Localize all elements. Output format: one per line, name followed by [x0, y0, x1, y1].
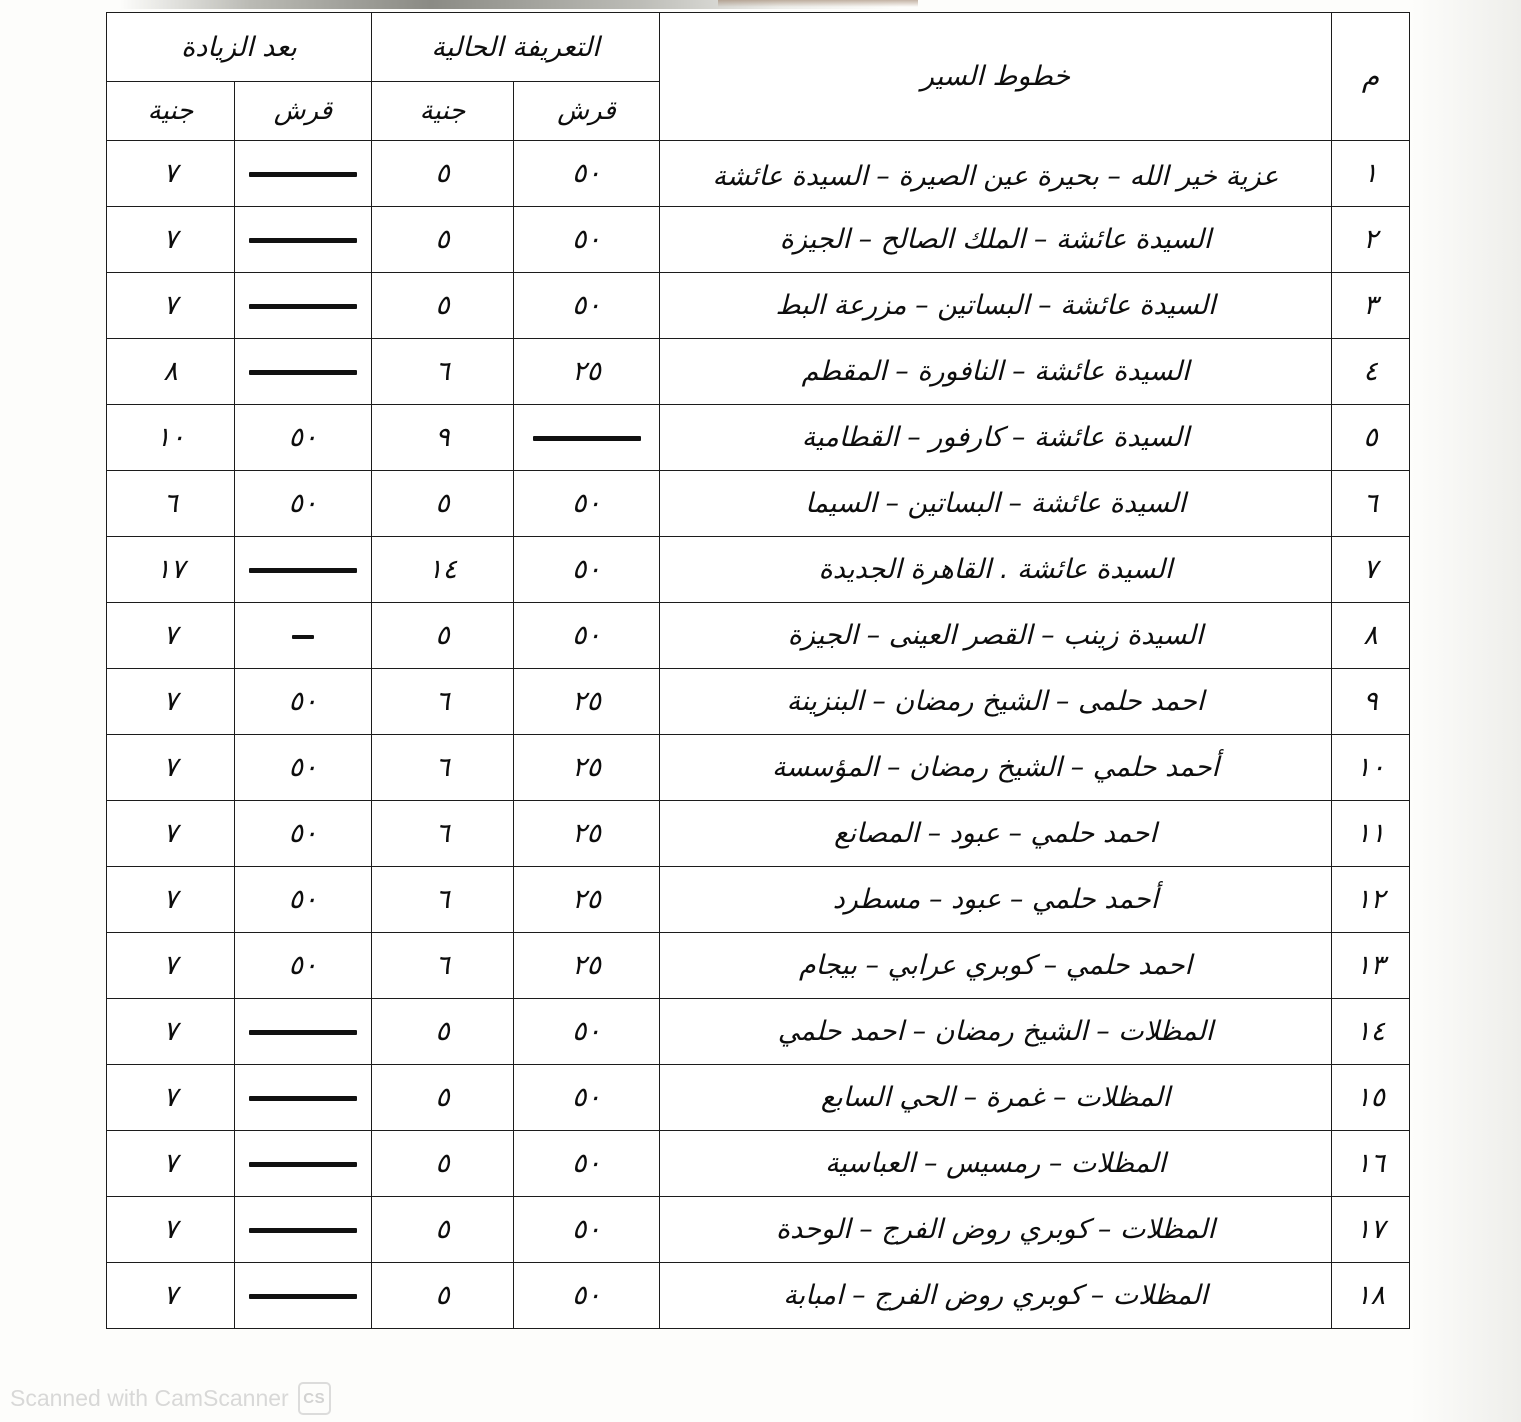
current-pound-value: ٥ — [371, 141, 513, 207]
route-name: المظلات – رمسيس – العباسية — [660, 1131, 1332, 1197]
after-piaster-value — [234, 141, 371, 207]
table-row — [106, 603, 1409, 669]
no-value-dash — [249, 172, 357, 177]
current-pound-value: ٥ — [371, 1197, 513, 1263]
after-pound-value: ٧ — [106, 207, 234, 273]
row-index: ٢ — [1332, 207, 1410, 273]
current-pound-value: ٦ — [371, 867, 513, 933]
current-pound-value: ١٤ — [371, 537, 513, 603]
header-route: خطوط السير — [660, 13, 1332, 141]
row-index: ١٥ — [1332, 1065, 1410, 1131]
route-name: السيدة عائشة – كارفور – القطامية — [660, 405, 1332, 471]
after-pound-value: ١٧ — [106, 537, 234, 603]
current-pound-value: ٥ — [371, 999, 513, 1065]
route-name: المظلات – غمرة – الحي السابع — [660, 1065, 1332, 1131]
table-row — [106, 405, 1409, 471]
header-index: م — [1332, 13, 1410, 141]
route-name: أحمد حلمي – الشيخ رمضان – المؤسسة — [660, 735, 1332, 801]
table-row — [106, 471, 1409, 537]
after-pound-value: ١٠ — [106, 405, 234, 471]
row-index: ٨ — [1332, 603, 1410, 669]
no-value-dash — [292, 635, 314, 639]
row-index: ١ — [1332, 141, 1410, 207]
row-index: ١٧ — [1332, 1197, 1410, 1263]
after-piaster-value — [234, 537, 371, 603]
table-row — [106, 1065, 1409, 1131]
current-pound-value: ٥ — [371, 273, 513, 339]
table-row — [106, 339, 1409, 405]
route-name: أحمد حلمي – عبود – مسطرد — [660, 867, 1332, 933]
after-piaster-value: ٥٠ — [234, 669, 371, 735]
current-pound-value: ٥ — [371, 603, 513, 669]
route-name: المظلات – الشيخ رمضان – احمد حلمي — [660, 999, 1332, 1065]
current-piaster-value — [514, 405, 660, 471]
header-after-pound: جنية — [106, 82, 234, 141]
current-pound-value: ٦ — [371, 669, 513, 735]
after-pound-value: ٧ — [106, 867, 234, 933]
route-name: السيدة عائشة – البساتين – السيما — [660, 471, 1332, 537]
row-index: ٤ — [1332, 339, 1410, 405]
table-header — [106, 13, 1409, 141]
route-name: السيدة عائشة – البساتين – مزرعة البط — [660, 273, 1332, 339]
no-value-dash — [249, 1030, 357, 1035]
after-pound-value: ٧ — [106, 669, 234, 735]
table-row — [106, 141, 1409, 207]
current-pound-value: ٥ — [371, 1131, 513, 1197]
row-index: ١١ — [1332, 801, 1410, 867]
table-row — [106, 867, 1409, 933]
table-row — [106, 1131, 1409, 1197]
no-value-dash — [249, 370, 357, 375]
no-value-dash — [249, 568, 357, 573]
after-pound-value: ٧ — [106, 735, 234, 801]
after-pound-value: ٧ — [106, 801, 234, 867]
route-name: احمد حلمي – كوبري عرابي – بيجام — [660, 933, 1332, 999]
table-body — [106, 141, 1409, 1329]
scan-smudge-top — [0, 0, 1521, 9]
after-piaster-value: ٥٠ — [234, 933, 371, 999]
row-index: ٣ — [1332, 273, 1410, 339]
current-piaster-value: ٢٥ — [514, 735, 660, 801]
route-name: المظلات – كوبري روض الفرج – امبابة — [660, 1263, 1332, 1329]
current-pound-value: ٦ — [371, 801, 513, 867]
after-pound-value: ٧ — [106, 603, 234, 669]
after-piaster-value — [234, 999, 371, 1065]
after-pound-value: ٧ — [106, 141, 234, 207]
after-piaster-value: ٥٠ — [234, 867, 371, 933]
after-piaster-value: ٥٠ — [234, 471, 371, 537]
current-pound-value: ٦ — [371, 339, 513, 405]
row-index: ١٢ — [1332, 867, 1410, 933]
route-name: احمد حلمى – الشيخ رمضان – البنزينة — [660, 669, 1332, 735]
scan-smudge-corner — [718, 0, 918, 7]
camscanner-badge-icon: CS — [298, 1382, 331, 1415]
current-piaster-value: ٥٠ — [514, 273, 660, 339]
table-row — [106, 669, 1409, 735]
current-pound-value: ٥ — [371, 1065, 513, 1131]
table-row — [106, 735, 1409, 801]
current-piaster-value: ٥٠ — [514, 1197, 660, 1263]
row-index: ٩ — [1332, 669, 1410, 735]
header-group-current: التعريفة الحالية — [371, 13, 659, 82]
after-piaster-value: ٥٠ — [234, 801, 371, 867]
current-piaster-value: ٥٠ — [514, 999, 660, 1065]
table-row — [106, 933, 1409, 999]
route-name: عزية خير الله – بحيرة عين الصيرة – السيدة عائشة — [660, 141, 1332, 207]
after-piaster-value — [234, 273, 371, 339]
no-value-dash — [533, 436, 641, 441]
after-pound-value: ٧ — [106, 1131, 234, 1197]
after-pound-value: ٧ — [106, 999, 234, 1065]
route-name: السيدة عائشة – الملك الصالح – الجيزة — [660, 207, 1332, 273]
current-piaster-value: ٢٥ — [514, 669, 660, 735]
header-current-pound: جنية — [371, 82, 513, 141]
header-row-groups — [106, 13, 1409, 82]
table-row — [106, 999, 1409, 1065]
no-value-dash — [249, 1162, 357, 1167]
current-piaster-value: ٢٥ — [514, 801, 660, 867]
current-pound-value: ٦ — [371, 933, 513, 999]
table-row — [106, 537, 1409, 603]
after-piaster-value — [234, 603, 371, 669]
route-name: السيدة عائشة – النافورة – المقطم — [660, 339, 1332, 405]
no-value-dash — [249, 1294, 357, 1299]
after-piaster-value — [234, 1065, 371, 1131]
row-index: ١٣ — [1332, 933, 1410, 999]
current-piaster-value: ٥٠ — [514, 537, 660, 603]
row-index: ١٦ — [1332, 1131, 1410, 1197]
row-index: ٧ — [1332, 537, 1410, 603]
current-piaster-value: ٥٠ — [514, 1131, 660, 1197]
after-piaster-value — [234, 339, 371, 405]
camscanner-label: Scanned with CamScanner — [10, 1385, 289, 1411]
route-name: السيدة عائشة . القاهرة الجديدة — [660, 537, 1332, 603]
current-piaster-value: ٥٠ — [514, 603, 660, 669]
header-current-piaster: قرش — [514, 82, 660, 141]
header-after-piaster: قرش — [234, 82, 371, 141]
after-pound-value: ٧ — [106, 1197, 234, 1263]
current-piaster-value: ٥٠ — [514, 471, 660, 537]
current-piaster-value: ٥٠ — [514, 1263, 660, 1329]
row-index: ١٨ — [1332, 1263, 1410, 1329]
no-value-dash — [249, 1096, 357, 1101]
current-pound-value: ٥ — [371, 471, 513, 537]
route-name: احمد حلمي – عبود – المصانع — [660, 801, 1332, 867]
after-pound-value: ٦ — [106, 471, 234, 537]
after-piaster-value: ٥٠ — [234, 405, 371, 471]
current-pound-value: ٦ — [371, 735, 513, 801]
current-piaster-value: ٥٠ — [514, 207, 660, 273]
after-piaster-value — [234, 1131, 371, 1197]
current-piaster-value: ٥٠ — [514, 1065, 660, 1131]
row-index: ٦ — [1332, 471, 1410, 537]
row-index: ٥ — [1332, 405, 1410, 471]
page-edge-shadow — [1411, 0, 1521, 1422]
route-name: السيدة زينب – القصر العينى – الجيزة — [660, 603, 1332, 669]
current-piaster-value: ٥٠ — [514, 141, 660, 207]
no-value-dash — [249, 304, 357, 309]
after-piaster-value — [234, 1197, 371, 1263]
after-piaster-value — [234, 1263, 371, 1329]
table-row — [106, 801, 1409, 867]
no-value-dash — [249, 1228, 357, 1233]
header-group-after: بعد الزيادة — [106, 13, 371, 82]
table-row — [106, 1197, 1409, 1263]
fare-table — [106, 12, 1410, 1329]
no-value-dash — [249, 238, 357, 243]
camscanner-watermark — [10, 1382, 331, 1415]
current-pound-value: ٩ — [371, 405, 513, 471]
after-pound-value: ٨ — [106, 339, 234, 405]
table-row — [106, 207, 1409, 273]
row-index: ١٤ — [1332, 999, 1410, 1065]
current-pound-value: ٥ — [371, 207, 513, 273]
current-piaster-value: ٢٥ — [514, 933, 660, 999]
row-index: ١٠ — [1332, 735, 1410, 801]
current-piaster-value: ٢٥ — [514, 867, 660, 933]
after-pound-value: ٧ — [106, 1263, 234, 1329]
after-pound-value: ٧ — [106, 1065, 234, 1131]
table-row — [106, 1263, 1409, 1329]
after-piaster-value — [234, 207, 371, 273]
route-name: المظلات – كوبري روض الفرج – الوحدة — [660, 1197, 1332, 1263]
current-piaster-value: ٢٥ — [514, 339, 660, 405]
table-row — [106, 273, 1409, 339]
after-piaster-value: ٥٠ — [234, 735, 371, 801]
after-pound-value: ٧ — [106, 273, 234, 339]
after-pound-value: ٧ — [106, 933, 234, 999]
fare-table-sheet — [107, 12, 1410, 1329]
current-pound-value: ٥ — [371, 1263, 513, 1329]
